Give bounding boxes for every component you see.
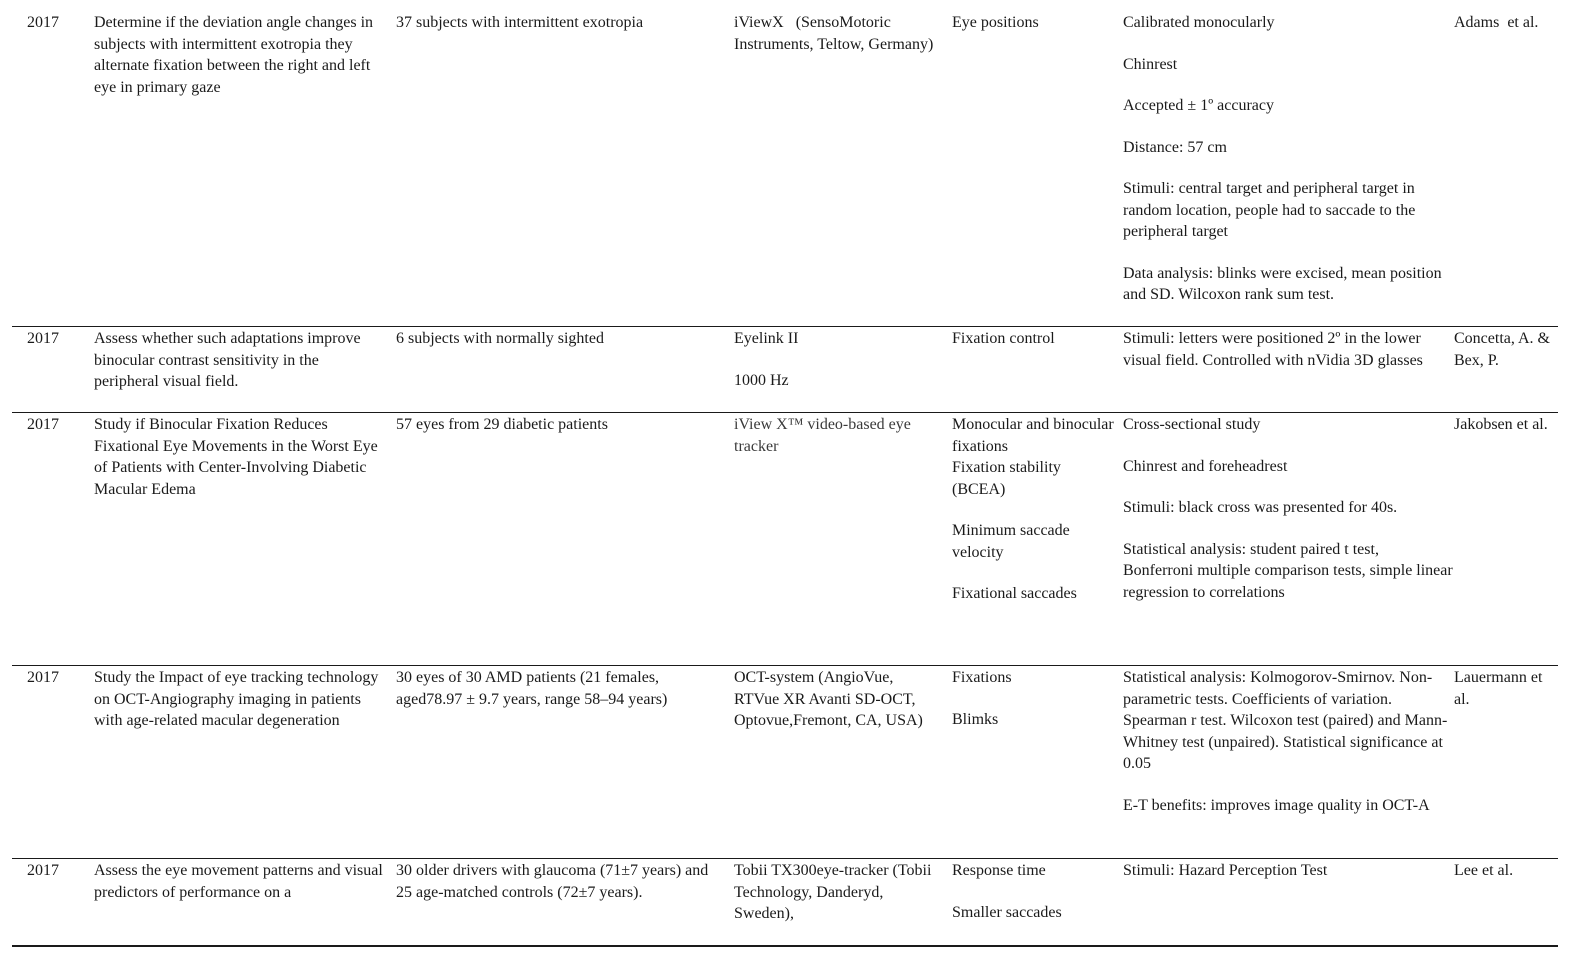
table-bottom-rule [12,945,1558,947]
row-divider [12,858,1558,859]
measure-text: Fixation stability (BCEA) [952,459,1061,498]
year-cell: 2017 [27,669,59,686]
year-cell: 2017 [27,330,59,347]
device-cell [734,12,934,55]
method-text: E-T benefits: improves image quality in OCT-A [1123,796,1430,814]
measures-cell [952,860,1117,923]
year-cell: 2017 [27,14,59,31]
aim-cell: Determine if the deviation angle changes in subjects with intermittent exotropia they alternate fixation between the right and left eye in primary gaze [94,14,374,96]
row-divider [12,412,1558,413]
method-text: Chinrest and foreheadrest [1123,457,1288,475]
device-text: Eyelink II [734,330,799,347]
device-text: Tobii TX300eye-tracker (Tobii Technology, Danderyd, Sweden), [734,862,932,922]
studies-table [12,0,1558,957]
measure-text: Response time [952,862,1046,879]
measures-cell [952,12,1117,34]
method-text: Accepted ± 1º accuracy [1123,97,1274,114]
method-text: Statistical analysis: Kolmogorov-Smirnov. Non-parametric tests. Coefficients of variation. Spearman r test. Wilcoxon test (paired) and Mann-Whitney test (unpaired). Statistical significance at 0.05 [1123,669,1448,772]
measure-text: Blimks [952,710,999,728]
reference-cell: Lee et al. [1454,862,1514,879]
device-cell [734,328,934,391]
reference-cell: Concetta, A. & Bex, P. [1454,330,1550,369]
measure-text: Fixational saccades [952,585,1077,602]
device-text: iView X™ video-based eye tracker [734,416,911,455]
methods-cell [1123,414,1453,603]
participants-cell: 6 subjects with normally sighted [396,330,604,347]
measure-text: Monocular and binocular fixations [952,416,1114,455]
methods-cell [1123,667,1453,816]
device-cell [734,667,934,732]
device-text: OCT-system (AngioVue, RTVue XR Avanti SD-OCT, Optovue,Fremont, CA, USA) [734,669,923,729]
row-divider [12,326,1558,327]
device-text: 1000 Hz [734,371,789,389]
device-cell [734,414,934,457]
method-text: Stimuli: letters were positioned 2º in the lower visual field. Controlled with nVidia 3D glasses [1123,330,1423,369]
method-text: Cross-sectional study [1123,416,1261,433]
method-text: Data analysis: blinks were excised, mean position and SD. Wilcoxon rank sum test. [1123,264,1442,303]
method-text: Calibrated monocularly [1123,14,1275,31]
measure-text: Eye positions [952,14,1039,31]
methods-cell [1123,12,1453,306]
year-cell: 2017 [27,416,59,433]
participants-cell: 37 subjects with intermittent exotropia [396,14,644,31]
reference-cell: Jakobsen et al. [1454,416,1548,433]
reference-cell: Lauermann et al. [1454,669,1543,708]
aim-cell: Study if Binocular Fixation Reduces Fixational Eye Movements in the Worst Eye of Patients with Center-Involving Diabetic Macular Edema [94,416,378,498]
method-text: Stimuli: black cross was presented for 40s. [1123,499,1398,516]
measure-text: Fixation control [952,330,1055,347]
method-text: Stimuli: Hazard Perception Test [1123,862,1328,879]
measure-text: Fixations [952,669,1012,686]
reference-cell: Adams et al. [1454,14,1539,31]
method-text: Distance: 57 cm [1123,138,1227,156]
device-cell [734,860,934,925]
method-text: Statistical analysis: student paired t test, Bonferroni multiple comparison tests, simple linear regression to correlations [1123,540,1453,601]
year-cell: 2017 [27,862,59,879]
device-text: iViewX (SensoMotoric Instruments, Teltow, Germany) [734,14,934,53]
method-text: Chinrest [1123,55,1178,73]
row-divider [12,665,1558,666]
methods-cell [1123,860,1453,882]
measure-text: Smaller saccades [952,903,1062,921]
methods-cell [1123,328,1453,371]
measure-text: Minimum saccade velocity [952,522,1070,561]
participants-cell: 57 eyes from 29 diabetic patients [396,416,608,433]
aim-cell: Assess the eye movement patterns and visual predictors of performance on a [94,862,383,901]
participants-cell: 30 older drivers with glaucoma (71±7 years) and 25 age-matched controls (72±7 years). [396,862,709,901]
participants-cell: 30 eyes of 30 AMD patients (21 females, aged78.97 ± 9.7 years, range 58–94 years) [396,669,668,708]
measures-cell [952,667,1117,730]
measures-cell [952,328,1117,350]
method-text: Stimuli: central target and peripheral target in random location, people had to saccade to the peripheral target [1123,180,1416,240]
aim-cell: Assess whether such adaptations improve binocular contrast sensitivity in the peripheral visual field. [94,330,361,390]
measures-cell [952,414,1117,605]
aim-cell: Study the Impact of eye tracking technology on OCT-Angiography imaging in patients with age-related macular degeneration [94,669,379,729]
